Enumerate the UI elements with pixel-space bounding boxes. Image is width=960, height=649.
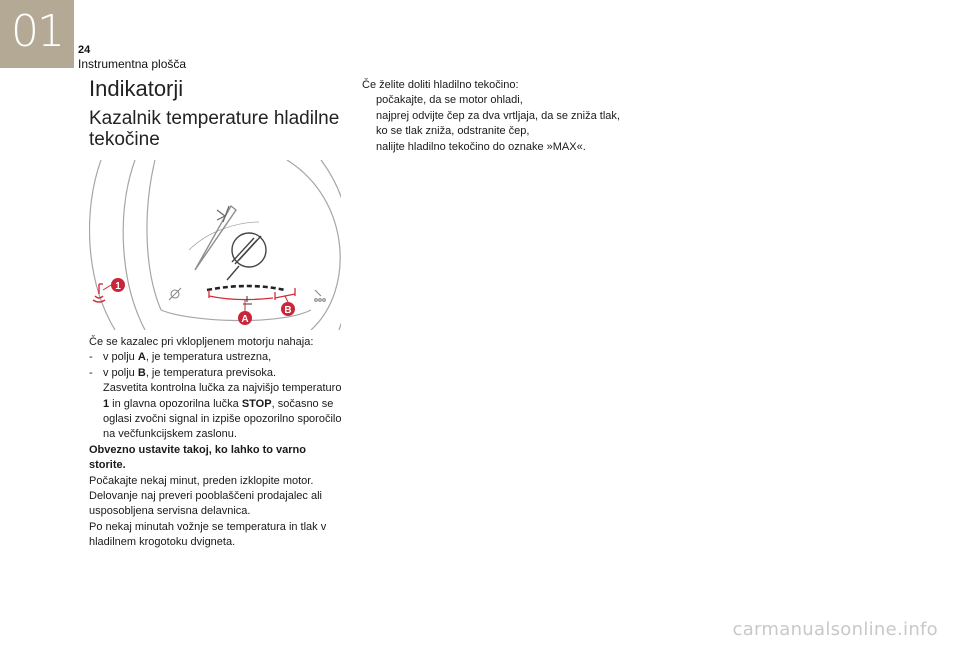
zone-a-bracket	[209, 296, 273, 300]
callout-1-label: 1	[115, 281, 121, 292]
list-item: najprej odvijte čep za dva vrtljaja, da se zniža tlak,	[376, 109, 620, 122]
coolant-gauge-illustration	[89, 160, 341, 330]
power-steering-icon	[169, 288, 181, 300]
intro-text: Če želite doliti hladilno tekočino:	[362, 79, 519, 91]
paragraph: Po nekaj minutah vožnje se temperatura in tlak v hladilnem krogotoku dvigneta.	[89, 520, 327, 549]
thermometer-icon	[227, 233, 266, 280]
service-wrench-icon	[315, 290, 326, 301]
temperature-scale-arc	[207, 286, 285, 290]
list-item: - v polju B, je temperatura previsoka.	[89, 366, 344, 381]
right-column	[362, 78, 632, 155]
page-number: 24	[78, 44, 91, 56]
list-marker: -	[89, 366, 93, 379]
chapter-tab	[0, 0, 74, 68]
list-item: ko se tlak zniža, odstranite čep,	[376, 125, 530, 138]
callout-a-label: A	[241, 314, 249, 325]
list-item: počakajte, da se motor ohladi,	[376, 94, 523, 107]
left-column	[89, 335, 344, 551]
watermark: carmanualsonline.info	[732, 619, 938, 640]
list-item: - v polju A, je temperatura ustrezna,	[89, 350, 344, 365]
detail-text: Zasvetita kontrolna lučka za najvišjo temperaturo 1 in glavna opozorilna lučka STOP, sočasno se oglasi zvočni signal in izpiše opozorilno sporočilo na večfunkcijskem zaslonu.	[103, 382, 342, 441]
coolant-temperature-icon	[93, 284, 105, 302]
paragraph: Počakajte nekaj minut, preden izklopite motor. Delovanje naj preveri pooblaščeni prodajalec ali usposobljena servisna delavnica.	[89, 474, 322, 518]
warning-text: Obvezno ustavite takoj, ko lahko to varno storite.	[89, 443, 306, 472]
chapter-number: 01	[11, 6, 63, 57]
page-title: Indikatorji	[89, 76, 184, 101]
callout-b-label: B	[284, 305, 292, 316]
intro-text: Če se kazalec pri vklopljenem motorju nahaja:	[89, 336, 314, 348]
list-item: nalijte hladilno tekočino do oznake »MAX«.	[376, 140, 586, 153]
gauge-needle	[195, 206, 236, 270]
section-heading: Kazalnik temperature hladilne tekočine	[89, 108, 340, 150]
list-marker: -	[89, 351, 93, 364]
section-title: Instrumentna plošča	[78, 57, 187, 71]
